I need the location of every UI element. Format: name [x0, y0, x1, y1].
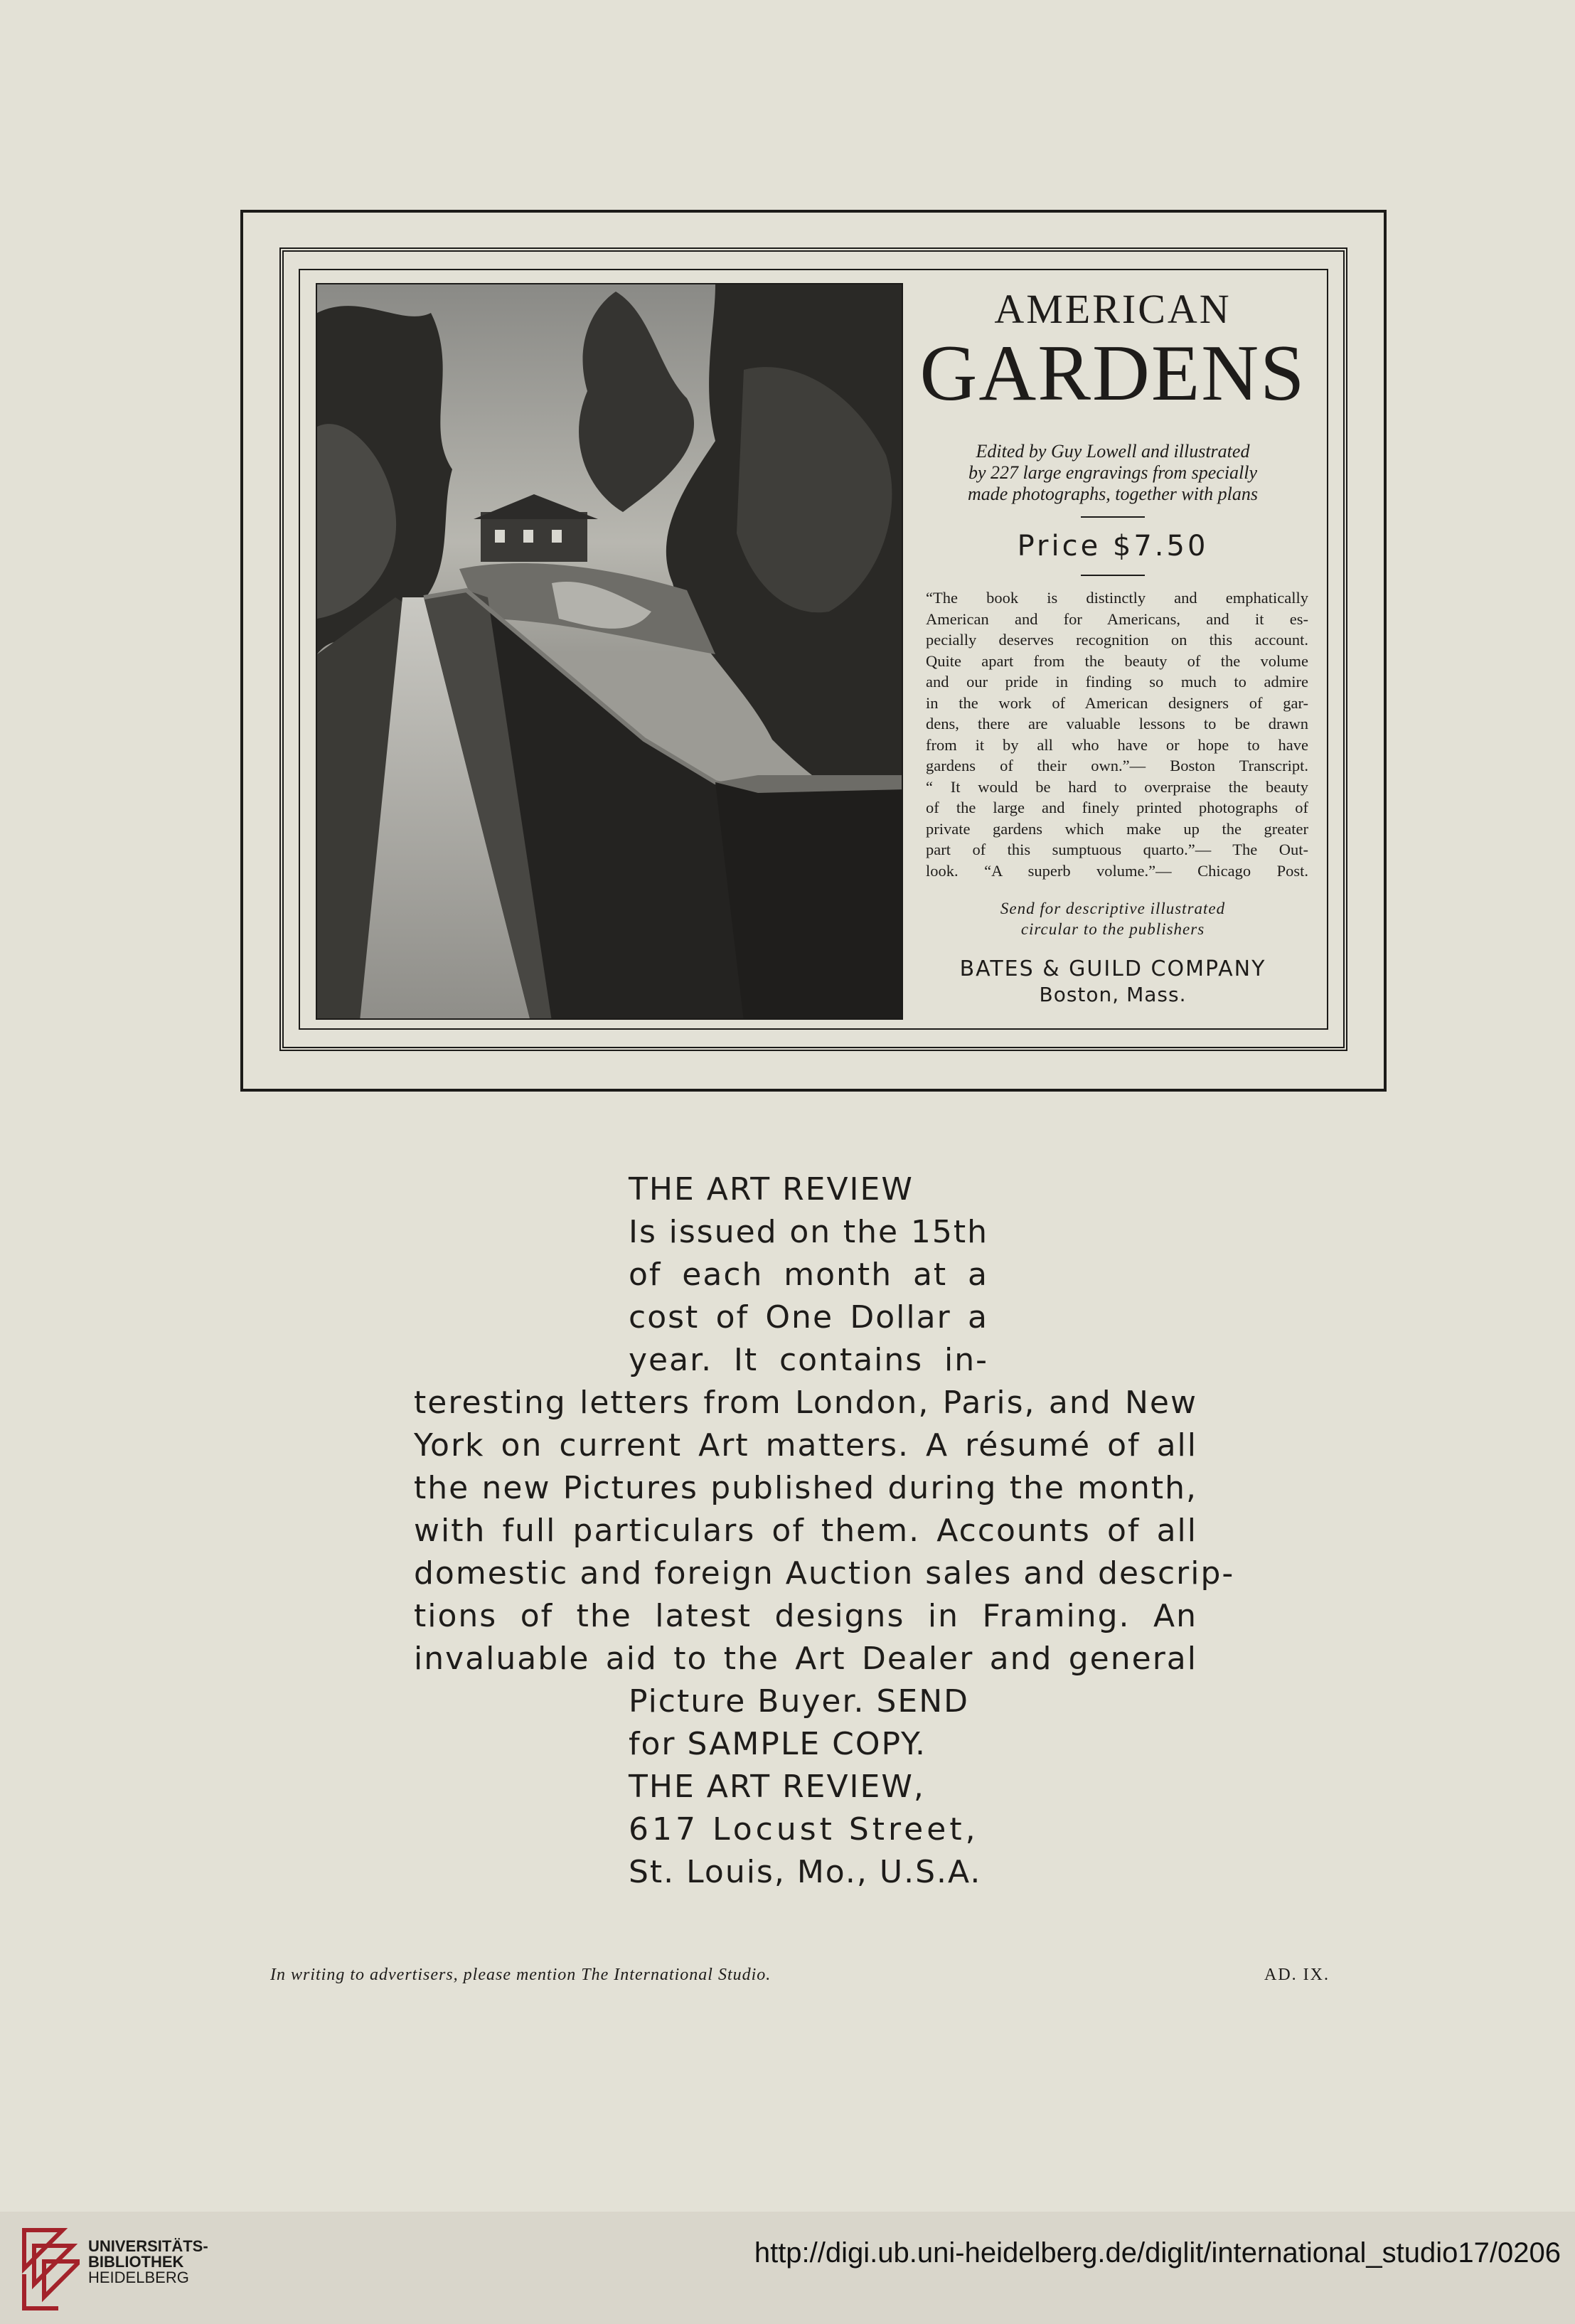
review-line: Is issued on the 15th: [629, 1214, 988, 1250]
review-line: invaluable aid to the Art Dealer and general: [414, 1641, 1197, 1677]
quote-line: Quite apart from the beauty of the volume: [926, 651, 1308, 670]
quote-line: “The book is distinctly and emphatically: [926, 589, 1308, 607]
send-line: Send for descriptive illustrated: [1000, 900, 1226, 917]
review-line: cost of One Dollar a: [629, 1299, 988, 1336]
review-line: domestic and foreign Auction sales and descrip-: [414, 1555, 1235, 1592]
logo-line: UNIVERSITÄTS-: [88, 2237, 208, 2255]
quote-line: from it by all who have or hope to have: [926, 735, 1308, 754]
review-line: of each month at a: [629, 1257, 988, 1293]
quote-line: pecially deserves recognition on this account.: [926, 631, 1308, 649]
quote-line: of the large and finely printed photographs of: [926, 799, 1308, 816]
review-heading: THE ART REVIEW: [629, 1171, 914, 1208]
quote-line: gardens of their own.”— Boston Transcript.: [926, 757, 1308, 774]
review-line: teresting letters from London, Paris, and New: [414, 1385, 1197, 1421]
quote-line: American and for Americans, and it es-: [926, 609, 1308, 628]
source-url-link[interactable]: http://digi.ub.uni-heidelberg.de/diglit/international_studio17/0206: [754, 2237, 1561, 2269]
review-line: for SAMPLE COPY.: [629, 1726, 927, 1762]
ad-editor-line: Edited by Guy Lowell and illustrated: [976, 441, 1250, 462]
footer-page-number: AD. IX.: [1264, 1966, 1330, 1984]
review-line: St. Louis, Mo., U.S.A.: [629, 1854, 982, 1890]
review-line: Picture Buyer. SEND: [629, 1683, 970, 1720]
ad-price: Price $7.50: [1017, 530, 1209, 563]
logo-line: BIBLIOTHEK: [88, 2253, 184, 2271]
review-line: 617 Locust Street,: [629, 1811, 979, 1848]
review-line: THE ART REVIEW,: [629, 1769, 925, 1805]
ad-editor-line: made photographs, together with plans: [967, 484, 1259, 504]
library-logo-icon[interactable]: [20, 2224, 80, 2314]
ad-publisher: BATES & GUILD COMPANY: [959, 956, 1266, 981]
send-line: circular to the publishers: [1020, 920, 1205, 938]
review-line: year. It contains in-: [629, 1342, 988, 1378]
quote-line: and our pride in finding so much to admire: [926, 673, 1308, 691]
quote-line: dens, there are valuable lessons to be drawn: [926, 715, 1308, 732]
quote-line: private gardens which make up the greater: [926, 819, 1308, 838]
review-line: tions of the latest designs in Framing. An: [414, 1598, 1197, 1634]
review-line: the new Pictures published during the month,: [414, 1470, 1197, 1506]
logo-line: HEIDELBERG: [88, 2269, 189, 2286]
quote-line: look. “A superb volume.”— Chicago Post.: [926, 861, 1308, 880]
quote-line: in the work of American designers of gar-: [926, 693, 1308, 712]
footer-notice: In writing to advertisers, please mention The International Studio.: [270, 1966, 772, 1984]
ad-title-small: AMERICAN: [994, 286, 1232, 332]
library-logo-text[interactable]: [88, 2239, 208, 2286]
quote-line: part of this sumptuous quarto.”— The Out-: [926, 841, 1308, 858]
review-line: with full particulars of them. Accounts of all: [414, 1513, 1197, 1549]
review-line: York on current Art matters. A résumé of all: [414, 1427, 1197, 1464]
ad-editor-line: by 227 large engravings from specially: [968, 462, 1258, 483]
ad-title-big: GARDENS: [919, 329, 1306, 417]
ad-publisher-city: Boston, Mass.: [1039, 983, 1187, 1006]
quote-line: “ It would be hard to overpraise the beauty: [926, 777, 1308, 796]
